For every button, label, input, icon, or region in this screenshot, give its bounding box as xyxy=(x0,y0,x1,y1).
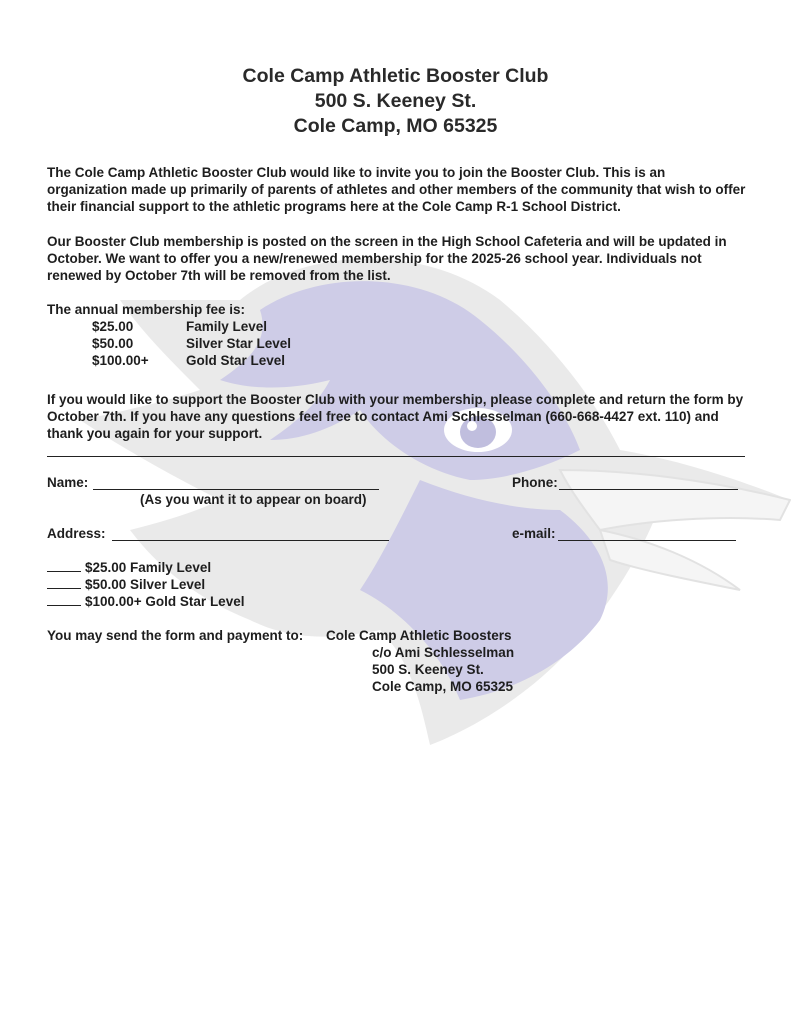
mailing-city: Cole Camp, MO 65325 xyxy=(372,679,514,694)
fee-intro: The annual membership fee is: xyxy=(47,302,246,317)
option-blank[interactable] xyxy=(47,576,81,589)
support-paragraph: If you would like to support the Booster Club with your membership, please complete and return the form by October 7th. If you have any questions feel free to contact Ami Schlesselman (660-668-4427 ext. 110) and thank you again for your support. xyxy=(47,392,744,441)
letterhead xyxy=(0,64,791,139)
option-label: $50.00 Silver Level xyxy=(85,577,206,592)
fee-row-family xyxy=(92,318,267,335)
option-blank[interactable] xyxy=(47,593,81,606)
org-city-state-zip: Cole Camp, MO 65325 xyxy=(293,115,498,137)
org-street: 500 S. Keeney St. xyxy=(314,90,477,112)
fee-level: Gold Star Level xyxy=(186,353,286,368)
phone-label: Phone: xyxy=(512,475,558,490)
fee-row-gold xyxy=(92,352,285,369)
mailing-intro: You may send the form and payment to: xyxy=(47,628,304,643)
fee-row-silver xyxy=(92,335,291,352)
invite-paragraph: The Cole Camp Athletic Booster Club would like to invite you to join the Booster Club. This is an organization made up primarily of parents of athletes and other members of the community that wish to offer their financial support to the athletic programs here at the Cole Camp R-1 School District. xyxy=(47,165,746,214)
fee-amount: $50.00 xyxy=(92,336,134,351)
fee-level: Silver Star Level xyxy=(186,336,292,351)
address-label: Address: xyxy=(47,526,106,541)
name-note: (As you want it to appear on board) xyxy=(140,492,367,507)
phone-field[interactable] xyxy=(559,489,738,490)
fee-amount: $25.00 xyxy=(92,319,134,334)
section-divider xyxy=(47,456,745,457)
membership-paragraph: Our Booster Club membership is posted on the screen in the High School Cafeteria and will be updated in October. We want to offer you a new/renewed membership for the 2025-26 school year. Individuals not renewed by October 7th will be removed from the list. xyxy=(47,234,727,283)
name-field[interactable] xyxy=(93,489,379,490)
mailing-care-of: c/o Ami Schlesselman xyxy=(372,645,515,660)
org-name: Cole Camp Athletic Booster Club xyxy=(242,65,549,87)
fee-amount: $100.00+ xyxy=(92,353,149,368)
email-field[interactable] xyxy=(558,540,736,541)
option-label: $100.00+ Gold Star Level xyxy=(85,594,245,609)
option-blank[interactable] xyxy=(47,559,81,572)
mailing-recipient: Cole Camp Athletic Boosters xyxy=(326,628,512,643)
option-label: $25.00 Family Level xyxy=(85,560,212,575)
email-label: e-mail: xyxy=(512,526,556,541)
address-field[interactable] xyxy=(112,540,389,541)
option-silver[interactable] xyxy=(47,576,205,593)
fee-level: Family Level xyxy=(186,319,268,334)
name-label: Name: xyxy=(47,475,89,490)
option-gold[interactable] xyxy=(47,593,244,610)
option-family[interactable] xyxy=(47,559,211,576)
mailing-street: 500 S. Keeney St. xyxy=(372,662,484,677)
